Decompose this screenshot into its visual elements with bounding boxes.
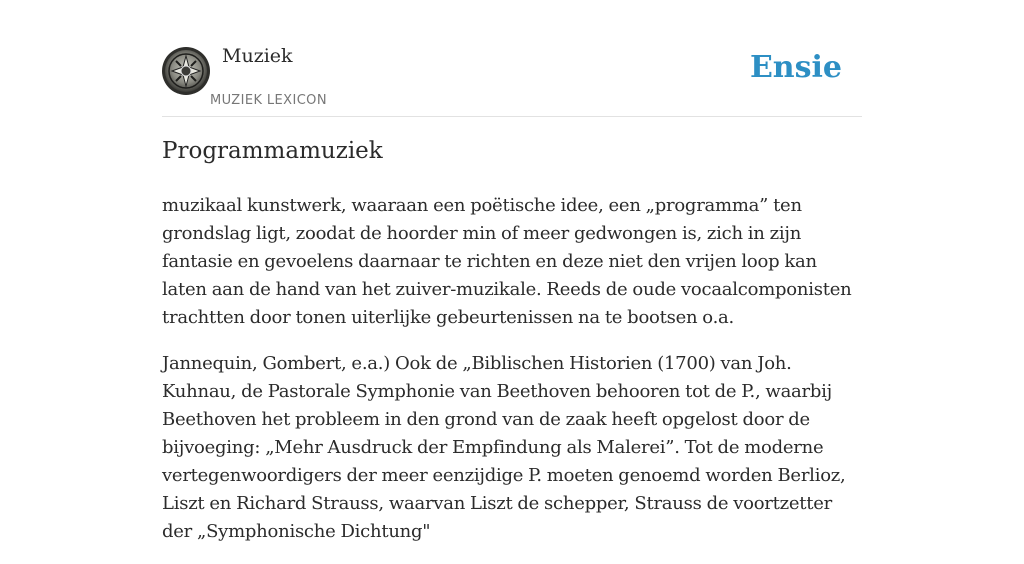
header (162, 0, 862, 117)
page (162, 0, 862, 542)
source-avatar[interactable] (162, 47, 210, 95)
paragraph: muzikaal kunstwerk, waaraan een poëtische idee, een „programma” ten grondslag ligt, zoodat de hoorder min of meer gedwongen is, zich in zijn fantasie en gevoelens daarnaar te richten en deze niet den vrijen loop kan laten aan de hand van het zuiver-muzikale. Reeds de oude vocaalcomponisten trachtten door tonen uiterlijke gebeurtenissen na te bootsen o.a. (162, 195, 852, 328)
source-title[interactable]: Muziek (222, 45, 293, 67)
article-body (162, 192, 862, 564)
paragraph: Jannequin, Gombert, e.a.) Ook de „Biblischen Historien (1700) van Joh. Kuhnau, de Pastorale Symphonie van Beethoven behooren tot de P., waarbij Beethoven het probleem in den grond van de zaak heeft opgelost door de bijvoeging: „Mehr Ausdruck der Empfindung als Malerei”. Tot de moderne vertegenwoordigers der meer eenzijdige P. moeten genoemd worden Berlioz, Liszt en Richard Strauss, waarvan Liszt de schepper, Strauss de voortzetter der „Symphonische Dichtung" (162, 353, 846, 542)
article-title: Programmamuziek (162, 138, 383, 164)
brand-logo[interactable]: Ensie (749, 50, 842, 85)
muziek-emblem-icon (162, 47, 210, 95)
source-subtitle[interactable]: MUZIEK LEXICON (210, 93, 327, 108)
